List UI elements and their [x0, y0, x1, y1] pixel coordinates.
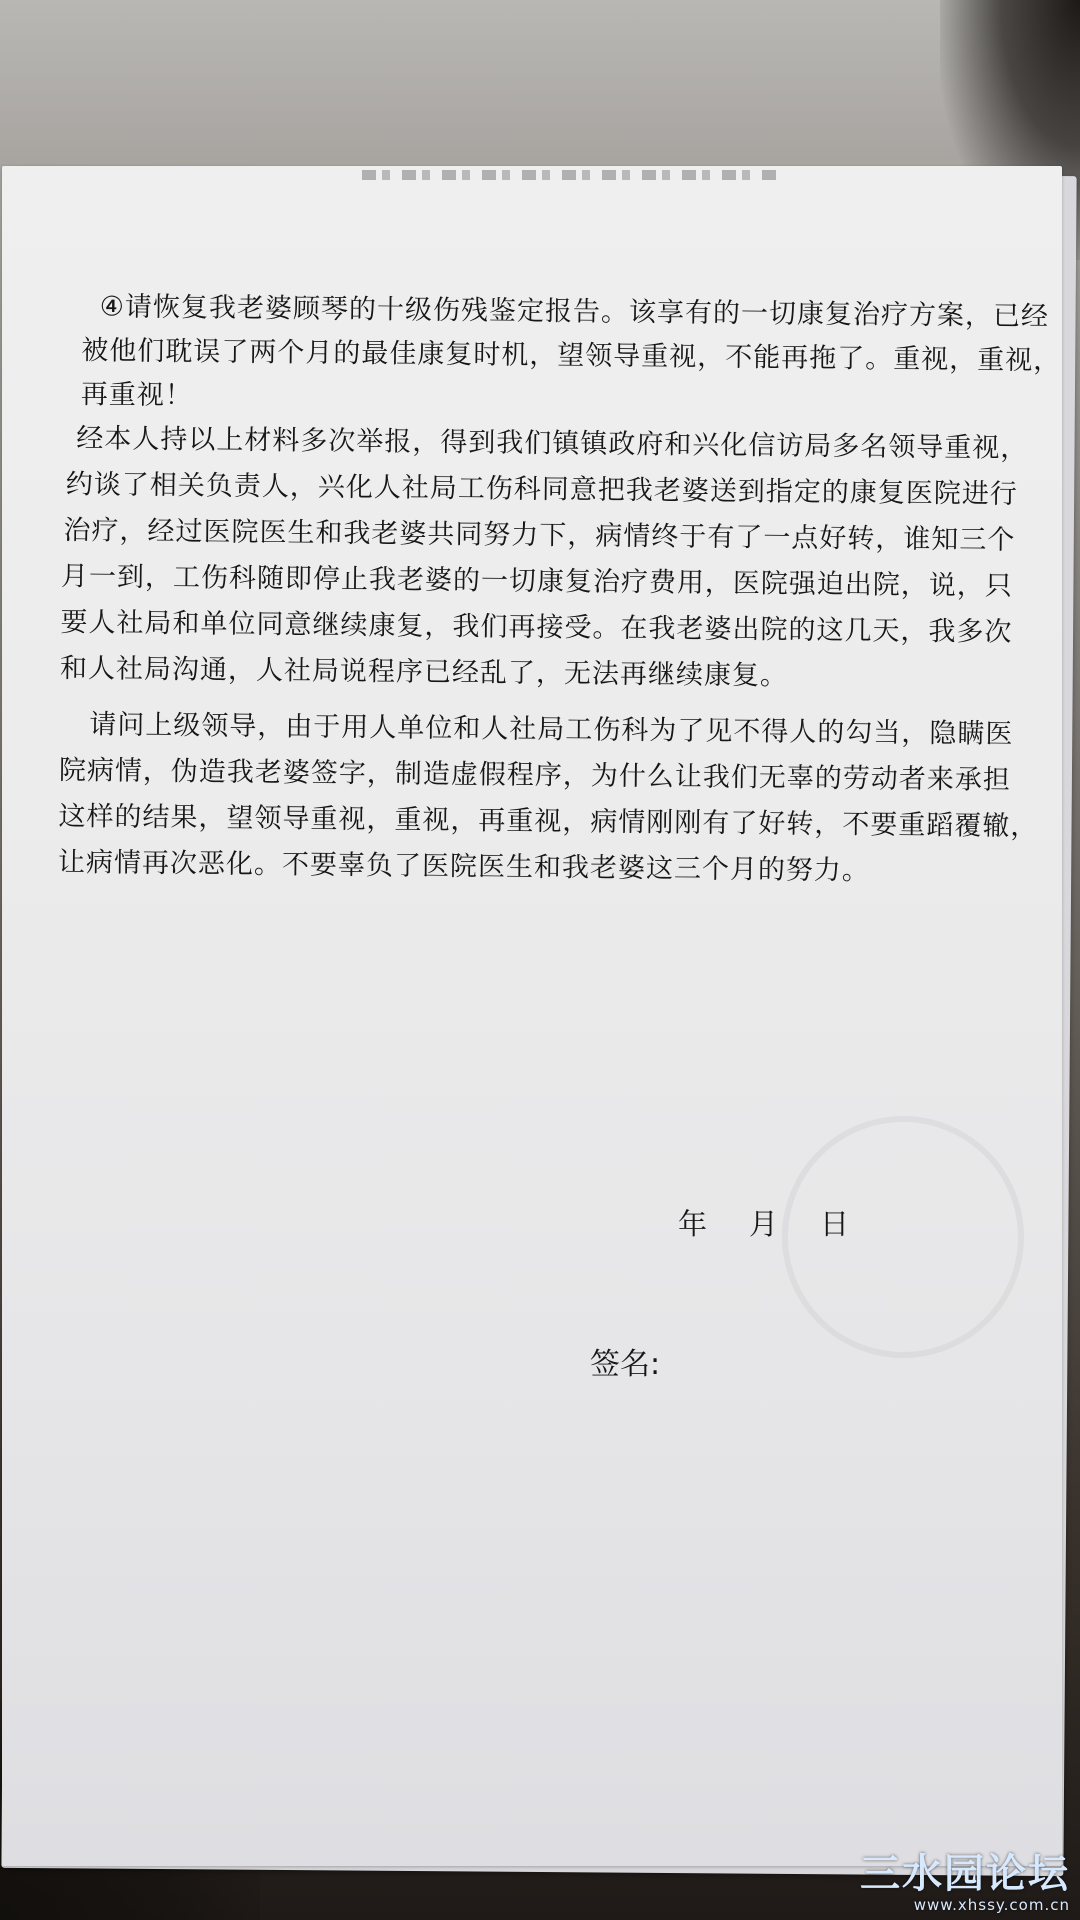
site-watermark	[860, 1852, 1070, 1914]
watermark-name: 三水园论坛	[860, 1851, 1070, 1897]
date-line	[678, 1202, 849, 1243]
body-line: 请问上级领导，由于用人单位和人社局工伤科为了见不得人的勾当，隐瞒医	[89, 709, 1014, 750]
body-line: 月一到，工伤科随即停止我老婆的一切康复治疗费用，医院强迫出院，说，只	[60, 560, 1014, 602]
date-month: 月	[749, 1207, 779, 1241]
date-year: 年	[678, 1207, 708, 1241]
body-line: 约谈了相关负责人，兴化人社局工伤科同意把我老婆送到指定的康复医院进行	[65, 469, 1019, 510]
body-line: ④请恢复我老婆顾琴的十级伤残鉴定报告。该享有的一切康复治疗方案，已经	[99, 291, 1050, 333]
letter-body	[57, 284, 1062, 887]
date-day: 日	[820, 1207, 850, 1241]
body-line: 再重视！	[80, 379, 193, 412]
body-line: 这样的结果，望领导重视，重视，再重视，病情刚刚有了好转，不要重蹈覆辙，	[58, 800, 1039, 843]
body-line: 让病情再次恶化。不要辜负了医院医生和我老婆这三个月的努力。	[57, 846, 871, 887]
previous-page-edge	[362, 170, 782, 180]
body-line: 经本人持以上材料多次举报，得到我们镇镇政府和兴化信访局多名领导重视，	[76, 423, 1029, 465]
body-line: 治疗，经过医院医生和我老婆共同努力下，病情终于有了一点好转，谁知三个	[63, 515, 1016, 556]
body-line: 院病情，伪造我老婆签字，制造虚假程序，为什么让我们无辜的劳动者来承担	[58, 754, 1012, 796]
body-line: 被他们耽误了两个月的最佳康复时机，望领导重视，不能再拖了。重视，重视，	[81, 335, 1062, 377]
document-page	[2, 166, 1062, 1866]
watermark-url: www.xhssy.com.cn	[913, 1896, 1070, 1914]
body-line: 和人社局沟通，人社局说程序已经乱了，无法再继续康复。	[59, 652, 789, 692]
signature-label: 签名:	[590, 1347, 661, 1382]
body-line: 要人社局和单位同意继续康复，我们再接受。在我老婆出院的这几天，我多次	[60, 606, 1013, 648]
